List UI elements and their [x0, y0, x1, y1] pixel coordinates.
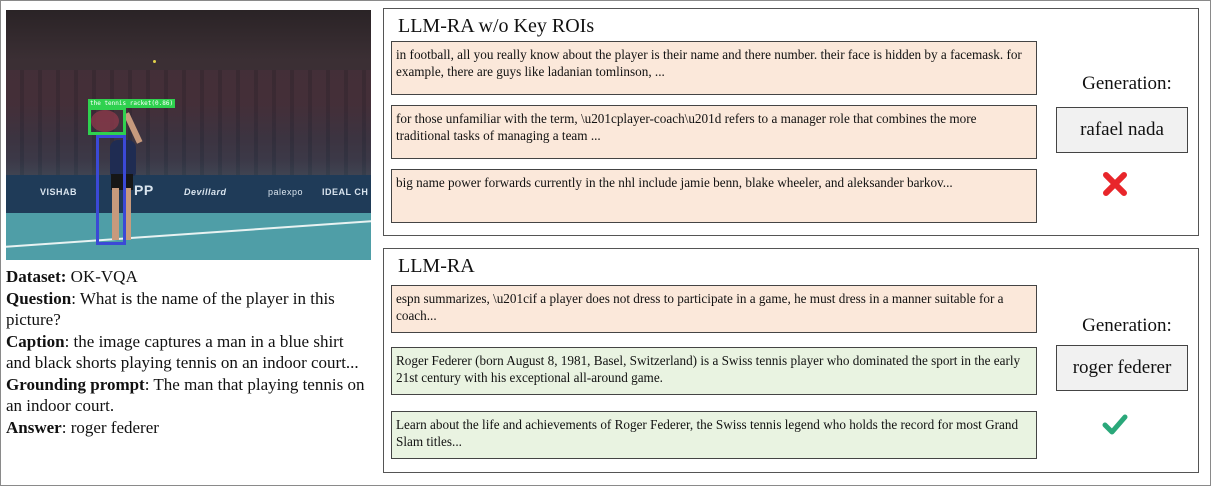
retrieved-doc: Roger Federer (born August 8, 1981, Basel, Switzerland) is a Swiss tennis player who dominated the sport in the early 21st century with his exceptional all-around game. — [391, 347, 1037, 395]
bbox-label: the tennis racket(0.86) — [90, 100, 174, 107]
panel-llm-ra — [383, 248, 1199, 473]
bbox-player — [96, 135, 126, 245]
sponsor-text: IDEAL CH — [322, 187, 369, 197]
generation-output: rafael nada — [1056, 107, 1188, 153]
bbox-racket — [88, 107, 126, 135]
sample-metadata — [6, 266, 371, 438]
tennis-court — [6, 213, 371, 260]
retrieved-doc: espn summarizes, \u201cif a player does not dress to participate in a game, he must dress in a manner suitable for a coach... — [391, 285, 1037, 333]
sponsor-text: PP — [134, 182, 154, 198]
retrieved-doc: Learn about the life and achievements of Roger Federer, the Swiss tennis legend who holds the record for most Grand Slam titles... — [391, 411, 1037, 459]
generation-output: roger federer — [1056, 345, 1188, 391]
sponsor-text: VISHAB — [40, 187, 78, 197]
sponsor-text: palexpo — [268, 187, 304, 197]
tennis-ball — [153, 60, 156, 63]
sponsor-text: Devillard — [184, 187, 227, 197]
generation-label: Generation: — [1082, 73, 1172, 94]
check-icon — [1100, 409, 1130, 439]
retrieved-doc: for those unfamiliar with the term, \u201cplayer-coach\u201d refers to a manager role that combines the more traditional tasks of managing a team ... — [391, 105, 1037, 159]
generation-label: Generation: — [1082, 315, 1172, 336]
retrieved-doc: in football, all you really know about the player is their name and there number. their face is hidden by a facemask. for example, there are guys like ladanian tomlinson, ... — [391, 41, 1037, 95]
question-line: Question: What is the name of the player in this picture? — [6, 288, 335, 329]
cross-icon — [1100, 169, 1130, 199]
panel-title: LLM-RA w/o Key ROIs — [398, 15, 595, 37]
panel-without-key-rois — [383, 8, 1199, 236]
stands — [6, 70, 371, 175]
caption-line: Caption: the image captures a man in a blue shirt and black shorts playing tennis on an indoor court... — [6, 331, 359, 372]
panel-title: LLM-RA — [398, 255, 475, 277]
tennis-photo — [6, 10, 371, 260]
dataset-line: Dataset: OK-VQA — [6, 267, 138, 286]
grounding-line: Grounding prompt: The man that playing tennis on an indoor court. — [6, 374, 365, 415]
retrieved-doc: big name power forwards currently in the nhl include jamie benn, blake wheeler, and aleksander barkov... — [391, 169, 1037, 223]
answer-line: Answer: roger federer — [6, 417, 159, 437]
